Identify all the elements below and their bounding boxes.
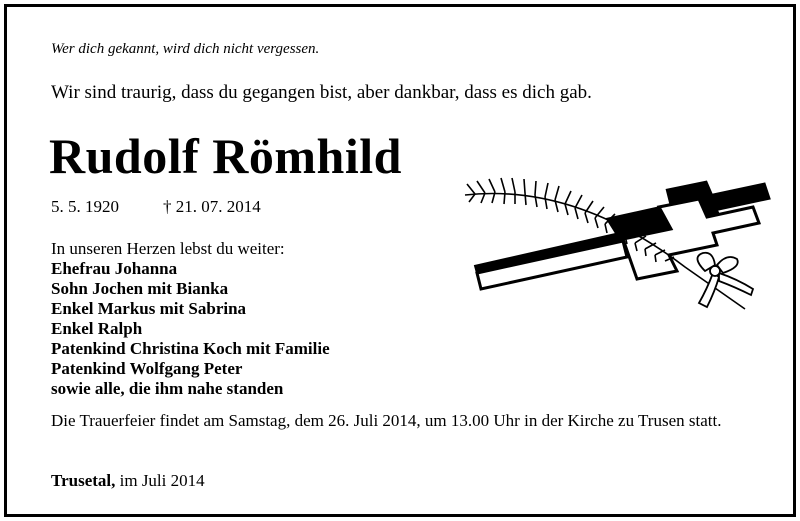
mourner-item: Enkel Markus mit Sabrina [51,299,247,318]
intro-text: Wir sind traurig, dass du gegangen bist, aber dankbar, dass es dich gab. [51,82,592,103]
mourner-item: sowie alle, die ihm nahe standen [51,379,284,398]
funeral-info: Die Trauerfeier findet am Samstag, dem 26. Juli 2014, um 13.00 Uhr in der Kirche zu Trusen statt. [51,411,722,430]
birth-date: 5. 5. 1920 [51,197,119,216]
mourners-intro: In unseren Herzen lebst du weiter: [51,239,285,258]
mourner-item: Patenkind Wolfgang Peter [51,359,243,378]
obituary-notice [4,4,796,517]
cross-with-palm-branch-icon [455,173,775,323]
mourner-item: Patenkind Christina Koch mit Familie [51,339,330,358]
notice-date: im Juli 2014 [119,471,205,490]
place-date [51,471,205,491]
mourner-item: Enkel Ralph [51,319,143,338]
deceased-name: Rudolf Römhild [49,128,402,184]
mourner-item: Ehefrau Johanna [51,259,178,278]
place-name: Trusetal, [51,471,116,490]
death-date: † 21. 07. 2014 [163,197,261,216]
life-dates [51,197,261,217]
motto: Wer dich gekannt, wird dich nicht vergessen. [51,41,320,57]
mourners-list [51,259,330,399]
mourner-item: Sohn Jochen mit Bianka [51,279,229,298]
